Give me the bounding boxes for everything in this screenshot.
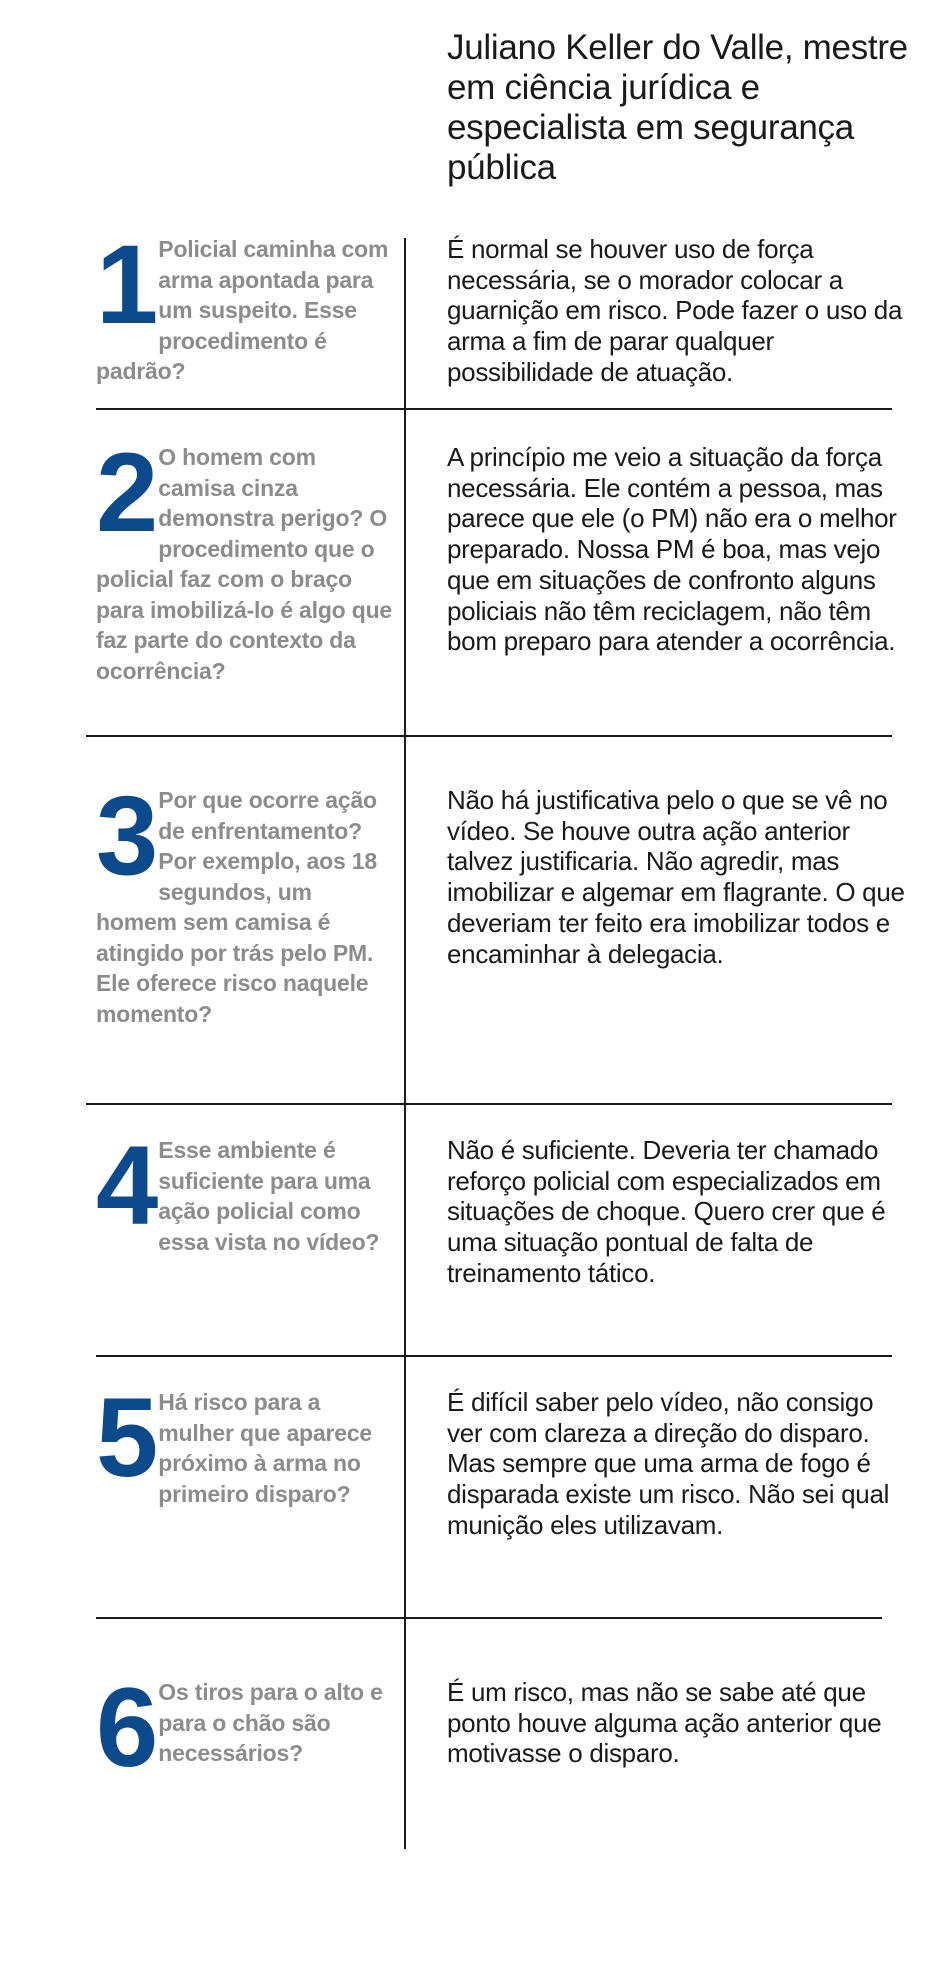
column-divider bbox=[404, 238, 406, 1849]
question-2 bbox=[96, 430, 396, 686]
question-text-4: Esse ambiente é suficiente para uma ação policial como essa vista no vídeo? bbox=[158, 1137, 380, 1255]
answer-4: Não é suficiente. Deveria ter chamado reforço policial com especializados em situações de choque. Quero crer que é uma situação pontual de falta de treinamento tático. bbox=[447, 1135, 886, 1288]
question-number-4: 4 bbox=[96, 1123, 155, 1248]
question-number-6: 6 bbox=[96, 1665, 155, 1790]
row-divider bbox=[96, 1355, 892, 1357]
question-number-1: 1 bbox=[96, 222, 155, 347]
question-1 bbox=[96, 222, 396, 387]
answer-1: É normal se houver uso de força necessária, se o morador colocar a guarnição em risco. Pode fazer o uso da arma a fim de parar qualquer possibilidade de atuação. bbox=[447, 234, 903, 387]
question-3 bbox=[96, 773, 396, 1029]
question-6 bbox=[96, 1665, 396, 1790]
question-4 bbox=[96, 1123, 396, 1257]
question-number-5: 5 bbox=[96, 1375, 155, 1500]
question-number-2: 2 bbox=[96, 430, 155, 555]
question-number-3: 3 bbox=[96, 773, 155, 898]
question-text-1: Policial caminha com arma apontada para um suspeito. Esse procedimento é padrão? bbox=[96, 236, 389, 384]
row-divider bbox=[86, 1103, 892, 1105]
row-divider bbox=[96, 1617, 882, 1619]
question-text-6: Os tiros para o alto e para o chão são necessários? bbox=[158, 1679, 383, 1766]
row-divider bbox=[96, 408, 892, 410]
answer-6: É um risco, mas não se sabe até que ponto houve alguma ação anterior que motivasse o disparo. bbox=[447, 1677, 882, 1769]
question-text-5: Há risco para a mulher que aparece próximo à arma no primeiro disparo? bbox=[158, 1389, 373, 1507]
question-text-2: O homem com camisa cinza demonstra perigo? O procedimento que o policial faz com o braço para imobilizá-lo é algo que faz parte do contexto da ocorrência? bbox=[96, 444, 393, 684]
answer-2: A princípio me veio a situação da força necessária. Ele contém a pessoa, mas parece que ele (o PM) não era o melhor preparado. Nossa PM é boa, mas vejo que em situações de confronto alguns policiais não têm reciclagem, não têm bom preparo para atender a ocorrência. bbox=[447, 442, 897, 657]
question-text-3: Por que ocorre ação de enfrentamento? Por exemplo, aos 18 segundos, um homem sem camisa é atingido por trás pelo PM. Ele oferece risco naquele momento? bbox=[96, 787, 377, 1027]
answer-3: Não há justificativa pelo o que se vê no vídeo. Se houve outra ação anterior talvez justificaria. Não agredir, mas imobilizar e algemar em flagrante. O que deveriam ter feito era imobilizar todos e encaminhar à delegacia. bbox=[447, 785, 905, 969]
question-5 bbox=[96, 1375, 396, 1509]
interviewee-heading: Juliano Keller do Valle, mestre em ciência jurídica e especialista em segurança pública bbox=[447, 28, 908, 187]
row-divider bbox=[86, 735, 892, 737]
answer-5: É difícil saber pelo vídeo, não consigo ver com clareza a direção do disparo. Mas sempre que uma arma de fogo é disparada existe um risco. Não sei qual munição eles utilizavam. bbox=[447, 1387, 890, 1540]
